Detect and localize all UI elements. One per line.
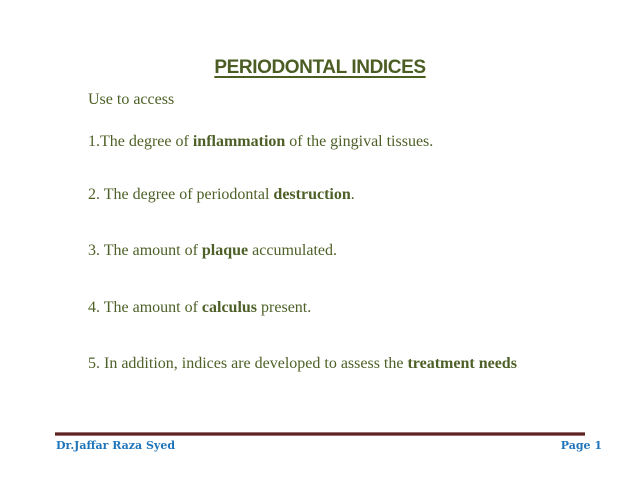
item-3-keyword: plaque [201, 242, 249, 259]
list-item-2 [88, 186, 355, 204]
list-item-3 [88, 242, 337, 260]
item-2-text-post: . [350, 186, 355, 203]
item-3-text-post: accumulated. [248, 242, 337, 259]
item-1-text-pre: 1.The degree of [88, 133, 193, 150]
item-4-text-pre: 4. The amount of [88, 299, 202, 316]
item-4-keyword: calculus [201, 299, 258, 316]
intro-text: Use to access [88, 91, 175, 108]
slide-title: PERIODONTAL INDICES [214, 57, 426, 78]
item-1-text-post: of the gingival tissues. [285, 133, 434, 150]
footer-rule [55, 432, 585, 436]
item-5-keyword: treatment needs [407, 355, 517, 372]
item-1-keyword: inflammation [192, 133, 286, 150]
item-3-text-pre: 3. The amount of [88, 242, 202, 259]
list-item-1 [88, 133, 433, 151]
footer [56, 440, 602, 452]
footer-author: Dr.Jaffar Raza Syed [56, 439, 176, 452]
item-4-text-post: present. [257, 299, 312, 316]
item-2-keyword: destruction [273, 186, 351, 203]
list-item-5 [88, 355, 517, 373]
item-2-text-pre: 2. The degree of periodontal [88, 186, 274, 203]
list-item-4 [88, 299, 311, 317]
footer-page-number: Page 1 [560, 439, 602, 452]
item-5-text-pre: 5. In addition, indices are developed to assess the [88, 355, 408, 372]
